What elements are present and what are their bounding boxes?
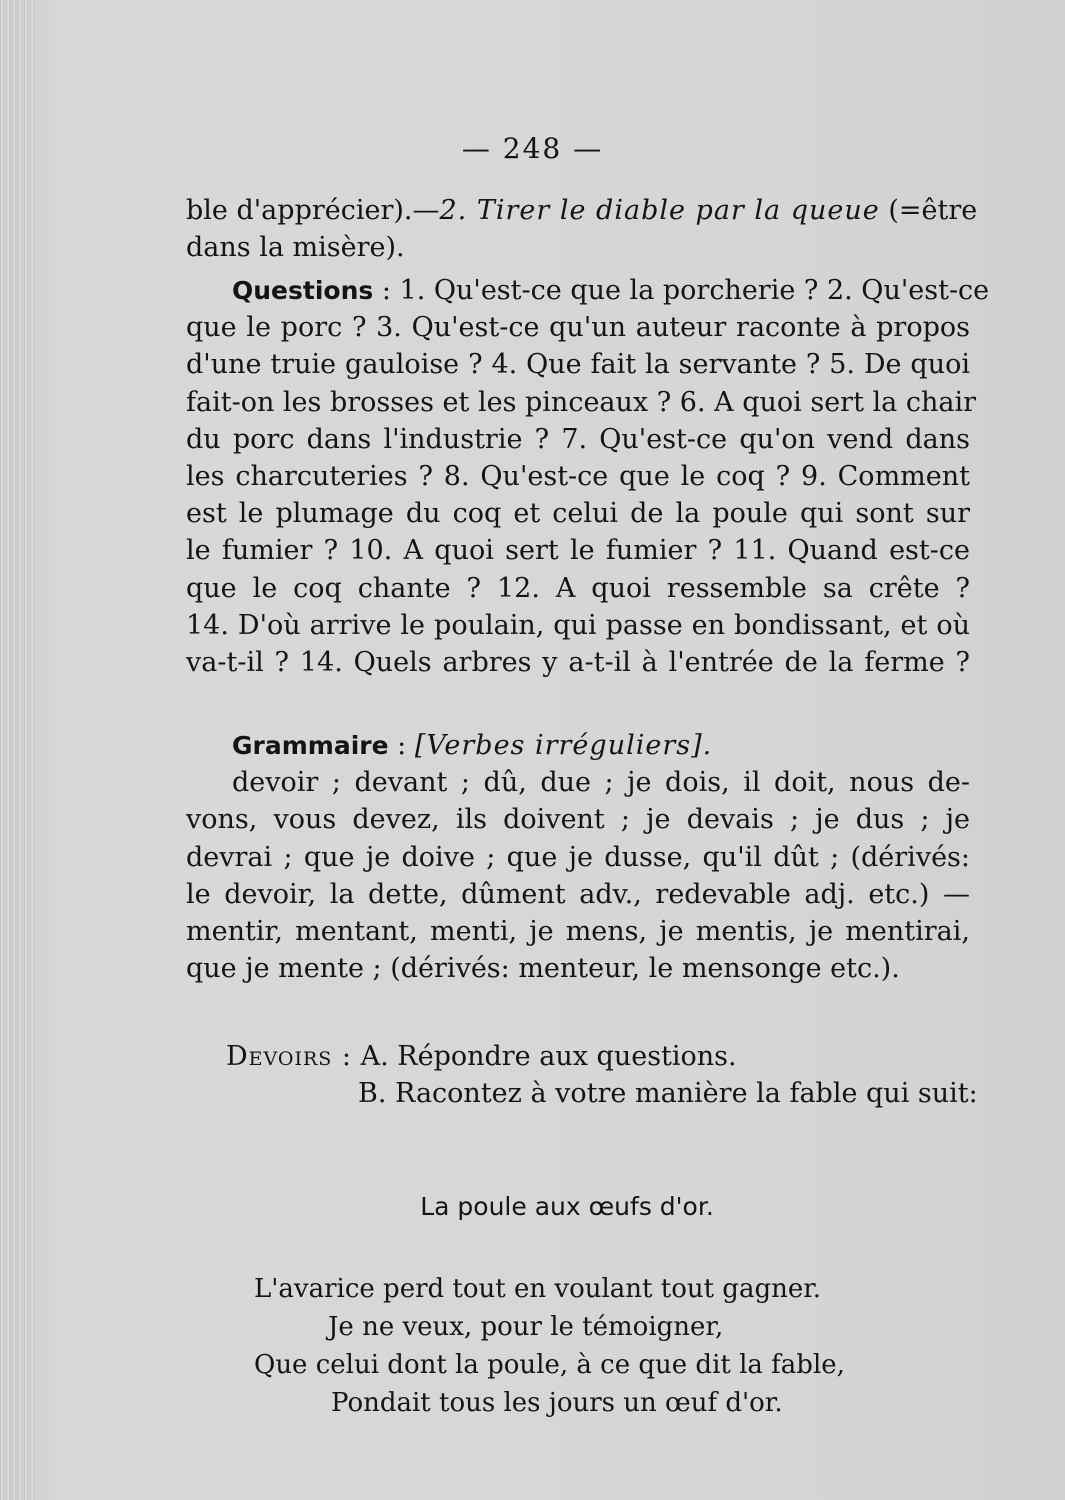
- questions-line: d'une truie gauloise ? 4. Que fait la servante ? 5. De quoi: [186, 349, 970, 381]
- devoirs-item-b: B. Racontez à votre manière la fable qui suit:: [358, 1078, 978, 1110]
- questions-line: que le porc ? 3. Qu'est-ce qu'un auteur raconte à propos: [186, 312, 970, 344]
- grammar-block: [186, 727, 970, 987]
- devoirs-block: [226, 1038, 978, 1112]
- questions-line: le fumier ? 10. A quoi sert le fumier ? 11. Quand est-ce: [186, 535, 970, 567]
- questions-line-1: [186, 272, 990, 309]
- fable-title: La poule aux œufs d'or.: [420, 1192, 714, 1221]
- questions-line: est le plumage du coq et celui de la poule qui sont sur: [186, 498, 970, 530]
- questions-block: [186, 272, 990, 681]
- questions-line: 14. D'où arrive le poulain, qui passe en bondissant, et où: [186, 609, 970, 641]
- grammar-colon: :: [397, 730, 407, 761]
- questions-line: du porc dans l'industrie ? 7. Qu'est-ce qu'on vend dans: [186, 423, 970, 455]
- questions-text: : 1. Qu'est-ce que la porcherie ? 2. Qu'est-ce: [381, 275, 990, 306]
- fable-poem: [254, 1270, 845, 1422]
- intro-block: [186, 192, 978, 266]
- poem-line: Que celui dont la poule, à ce que dit la fable,: [254, 1350, 845, 1380]
- grammar-line: mentir, mentant, menti, je mens, je mentis, je mentirai,: [186, 916, 970, 948]
- questions-line: fait-on les brosses et les pinceaux ? 6. A quoi sert la chair: [186, 386, 976, 418]
- intro-text-start: ble d'apprécier).—: [186, 195, 440, 226]
- intro-italic-idiom: 2. Tirer le diable par la queue: [439, 195, 880, 226]
- questions-line: les charcuteries ? 8. Qu'est-ce que le coq ? 9. Comment: [186, 461, 970, 493]
- questions-line: que le coq chante ? 12. A quoi ressemble sa crête ?: [186, 572, 970, 604]
- poem-line: Je ne veux, pour le témoigner,: [328, 1312, 724, 1342]
- grammar-line: devrai ; que je doive ; que je dusse, qu'il dût ; (dérivés:: [186, 841, 970, 873]
- questions-line: va-t-il ? 14. Quels arbres y a-t-il à l'entrée de la ferme ?: [186, 647, 970, 679]
- questions-heading: Questions: [232, 276, 374, 305]
- page-edge-shadow: [0, 0, 36, 1500]
- intro-line-2: dans la misère).: [186, 232, 405, 264]
- poem-line: Pondait tous les jours un œuf d'or.: [331, 1388, 783, 1418]
- devoirs-label: Devoirs :: [226, 1041, 352, 1072]
- page-number: — 248 —: [461, 132, 604, 165]
- intro-line-1: [186, 192, 978, 229]
- devoirs-line-a: [226, 1038, 966, 1075]
- grammar-line: devoir ; devant ; dû, due ; je dois, il doit, nous de-: [232, 767, 970, 799]
- intro-text-end: (=être: [888, 195, 978, 226]
- poem-line: L'avarice perd tout en voulant tout gagner.: [254, 1274, 822, 1304]
- grammar-heading-line: [186, 727, 970, 764]
- grammar-line: vons, vous devez, ils doivent ; je devais ; je dus ; je: [186, 804, 970, 836]
- grammar-bracket-note: [Verbes irréguliers].: [414, 730, 713, 761]
- grammar-line: que je mente ; (dérivés: menteur, le mensonge etc.).: [186, 953, 900, 985]
- grammar-line: le devoir, la dette, dûment adv., redevable adj. etc.) —: [186, 878, 970, 910]
- devoirs-item-a: A. Répondre aux questions.: [360, 1041, 737, 1072]
- grammar-heading: Grammaire: [232, 731, 389, 760]
